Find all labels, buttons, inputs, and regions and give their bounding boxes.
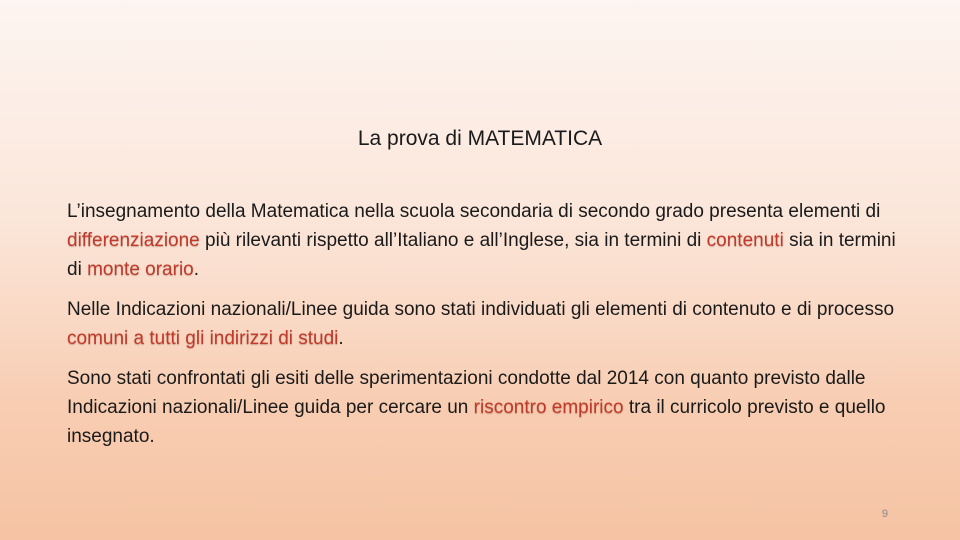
highlighted-term: monte orario bbox=[87, 259, 194, 280]
text-segment: più rilevanti rispetto all’Italiano e all’Inglese, sia in termini di bbox=[199, 230, 707, 251]
text-segment: tra il curricolo previsto e quello insegnato. bbox=[67, 397, 886, 447]
text-segment: Nelle Indicazioni nazionali/Linee guida sono stati individuati gli elementi di contenuto e di processo bbox=[67, 299, 895, 320]
text-segment: sia in termini di bbox=[67, 230, 896, 280]
highlighted-term: contenuti bbox=[706, 230, 784, 251]
text-segment: L’insegnamento della Matematica nella scuola secondaria di secondo grado presenta elementi di bbox=[67, 201, 881, 222]
text-segment: Sono stati confrontati gli esiti delle sperimentazioni condotte dal 2014 con quanto previsto dalle Indicazioni nazionali/Linee guida per cercare un bbox=[67, 368, 866, 418]
highlighted-term: comuni a tutti gli indirizzi di studi bbox=[67, 328, 339, 349]
paragraph-2 bbox=[67, 295, 897, 353]
paragraph-3 bbox=[67, 364, 897, 451]
slide-body bbox=[67, 197, 897, 462]
highlighted-term: differenziazione bbox=[67, 230, 200, 251]
slide-title: La prova di MATEMATICA bbox=[357, 127, 603, 150]
text-segment: . bbox=[193, 259, 200, 280]
paragraph-1 bbox=[67, 197, 897, 284]
page-number: 9 bbox=[881, 508, 888, 520]
highlighted-term: riscontro empirico bbox=[473, 397, 624, 418]
text-segment: . bbox=[338, 328, 344, 349]
